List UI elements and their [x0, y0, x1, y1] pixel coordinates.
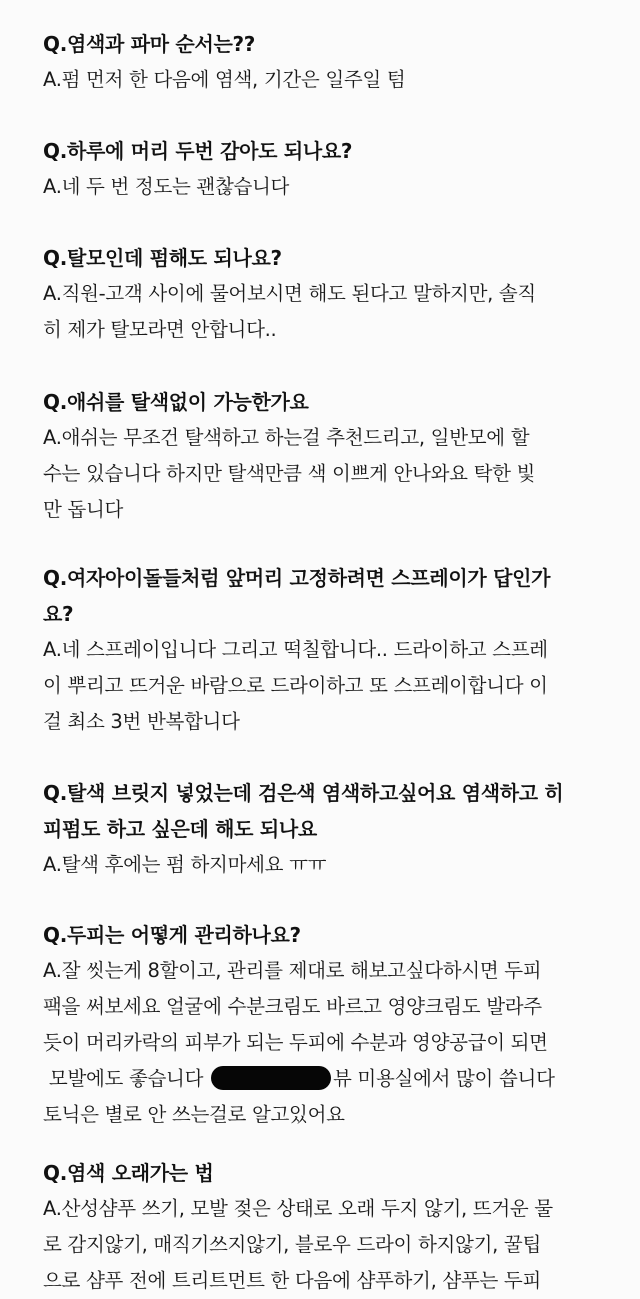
question: Q.하루에 머리 두번 감아도 되나요?: [43, 139, 353, 163]
answer-line: A.탈색 후에는 펌 하지마세요 ㅠㅠ: [43, 853, 327, 876]
answer-line: 팩을 써보세요 얼굴에 수분크림도 바르고 영양크림도 발라주: [43, 995, 542, 1018]
answer-text: 모발에도 좋습니다: [43, 1067, 209, 1090]
answer-line: A.직원-고객 사이에 물어보시면 해도 된다고 말하지만, 솔직: [43, 282, 536, 305]
question: Q.염색과 파마 순서는??: [43, 32, 256, 56]
qa-item: [43, 917, 603, 1133]
question: Q.애쉬를 탈색없이 가능한가요: [43, 390, 309, 414]
answer-line: A.네 두 번 정도는 괜찮습니다: [43, 175, 290, 198]
qa-item: [43, 560, 603, 740]
answer-line: 으로 샴푸 전에 트리트먼트 한 다음에 샴푸하기, 샴푸는 두피: [43, 1269, 541, 1292]
answer-line: 듯이 머리카락의 피부가 되는 두피에 수분과 영양공급이 되면: [43, 1031, 548, 1054]
answer-line: 걸 최소 3번 반복합니다: [43, 710, 240, 733]
answer-line: 만 돕니다: [43, 498, 124, 521]
answer-line: 이 뿌리고 뜨거운 바람으로 드라이하고 또 스프레이합니다 이: [43, 674, 548, 697]
answer-text: 뷰 미용실에서 많이 씁니다: [333, 1067, 555, 1090]
question: Q.염색 오래가는 법: [43, 1161, 214, 1185]
qa-item: [43, 240, 603, 348]
answer-line: A.애쉬는 무조건 탈색하고 하는걸 추천드리고, 일반모에 할: [43, 426, 530, 449]
qa-item: [43, 775, 603, 883]
question: Q.여자아이돌들처럼 앞머리 고정하려면 스프레이가 답인가 요?: [43, 566, 551, 626]
qa-item: [43, 133, 603, 205]
answer-line: A.산성샴푸 쓰기, 모발 젖은 상태로 오래 두지 않기, 뜨거운 물: [43, 1197, 553, 1220]
answer-line: A.펌 먼저 한 다음에 염색, 기간은 일주일 텀: [43, 68, 406, 91]
qa-item: [43, 26, 603, 98]
question: Q.탈모인데 펌해도 되나요?: [43, 246, 282, 270]
answer-line: 토닉은 별로 안 쓰는걸로 알고있어요: [43, 1103, 345, 1126]
question: Q.탈색 브릿지 넣었는데 검은색 염색하고싶어요 염색하고 히 피펌도 하고 싶은데 해도 되나요: [43, 781, 564, 841]
question: Q.두피는 어떻게 관리하나요?: [43, 923, 301, 947]
answer-line: 로 감지않기, 매직기쓰지않기, 블로우 드라이 하지않기, 꿀팁: [43, 1233, 541, 1256]
answer-line: A.네 스프레이입니다 그리고 떡칠합니다.. 드라이하고 스프레: [43, 638, 548, 661]
redaction-mark: [211, 1066, 331, 1090]
answer-line: A.잘 씻는게 8할이고, 관리를 제대로 해보고싶다하시면 두피: [43, 959, 542, 982]
answer-line: 수는 있습니다 하지만 탈색만큼 색 이쁘게 안나와요 탁한 빛: [43, 462, 536, 485]
qa-item: [43, 1155, 603, 1299]
answer-line-redacted: [43, 1061, 603, 1097]
answer-line: 히 제가 탈모라면 안합니다..: [43, 318, 277, 341]
qa-item: [43, 384, 603, 528]
